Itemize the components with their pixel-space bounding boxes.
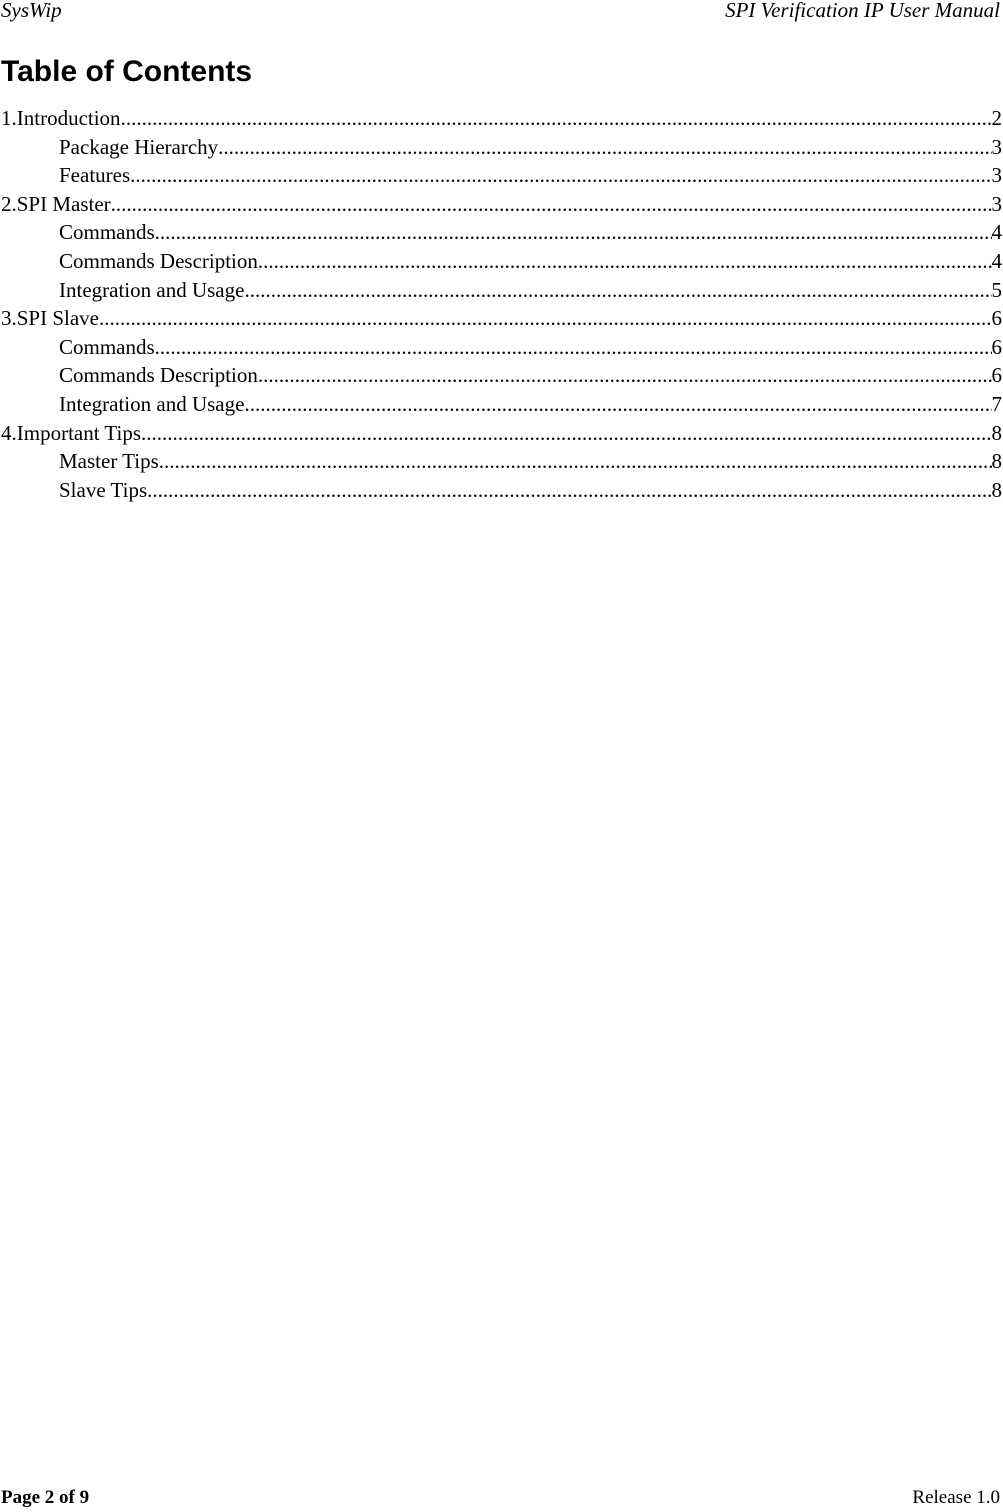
toc-entry-page[interactable]: 3 bbox=[991, 191, 1002, 216]
toc-leader-dots bbox=[141, 419, 991, 448]
table-of-contents bbox=[0, 104, 1003, 504]
toc-entry-label[interactable]: Integration and Usage bbox=[59, 277, 245, 302]
toc-entry[interactable] bbox=[0, 304, 1003, 333]
toc-leader-dots bbox=[159, 447, 992, 476]
toc-entry-label[interactable]: 2.SPI Master bbox=[1, 191, 111, 216]
toc-entry[interactable] bbox=[0, 133, 1003, 162]
toc-entry[interactable] bbox=[0, 419, 1003, 448]
toc-entry-label[interactable]: 4.Important Tips bbox=[1, 420, 142, 445]
toc-entry-label[interactable]: Commands Description bbox=[59, 248, 258, 273]
toc-title: Table of Contents bbox=[1, 55, 253, 88]
toc-entry-page[interactable]: 8 bbox=[991, 420, 1002, 445]
toc-entry-label[interactable]: Commands bbox=[59, 220, 155, 245]
toc-leader-dots bbox=[155, 333, 992, 362]
toc-entry[interactable] bbox=[0, 447, 1003, 476]
page-number: Page 2 of 9 bbox=[1, 1487, 90, 1508]
toc-entry-page[interactable]: 3 bbox=[991, 163, 1002, 188]
release-version: Release 1.0 bbox=[912, 1487, 1000, 1508]
toc-entry-page[interactable]: 3 bbox=[991, 134, 1002, 159]
toc-entry-label[interactable]: Package Hierarchy bbox=[59, 134, 219, 159]
company-name: SysWip bbox=[1, 0, 62, 22]
toc-entry[interactable] bbox=[0, 333, 1003, 362]
toc-entry-label[interactable]: Commands bbox=[59, 334, 155, 359]
toc-leader-dots bbox=[111, 190, 992, 219]
toc-entry[interactable] bbox=[0, 104, 1003, 133]
toc-entry[interactable] bbox=[0, 361, 1003, 390]
toc-entry-label[interactable]: Master Tips bbox=[59, 449, 159, 474]
toc-leader-dots bbox=[99, 304, 991, 333]
toc-entry-label[interactable]: 3.SPI Slave bbox=[1, 306, 100, 331]
toc-entry[interactable] bbox=[0, 276, 1003, 305]
toc-entry-page[interactable]: 8 bbox=[991, 449, 1002, 474]
toc-entry-page[interactable]: 4 bbox=[991, 220, 1002, 245]
toc-entry-page[interactable]: 4 bbox=[991, 248, 1002, 273]
toc-leader-dots bbox=[218, 133, 991, 162]
toc-entry-page[interactable]: 2 bbox=[991, 106, 1002, 130]
toc-entry-page[interactable]: 6 bbox=[991, 306, 1002, 331]
toc-entry[interactable] bbox=[0, 190, 1003, 219]
toc-entry-label[interactable]: Features bbox=[59, 163, 131, 188]
toc-leader-dots bbox=[258, 361, 992, 390]
toc-leader-dots bbox=[244, 276, 991, 305]
toc-entry-page[interactable]: 7 bbox=[991, 391, 1002, 416]
toc-leader-dots bbox=[258, 247, 992, 276]
toc-entry-label[interactable]: Integration and Usage bbox=[59, 391, 245, 416]
toc-entry[interactable] bbox=[0, 247, 1003, 276]
toc-entry[interactable] bbox=[0, 476, 1003, 505]
toc-entry-label[interactable]: Slave Tips bbox=[59, 477, 148, 502]
toc-entry-page[interactable]: 5 bbox=[991, 277, 1002, 302]
toc-leader-dots bbox=[130, 161, 991, 190]
toc-entry-page[interactable]: 6 bbox=[991, 334, 1002, 359]
toc-entry-page[interactable]: 6 bbox=[991, 363, 1002, 388]
page-footer bbox=[0, 1486, 1003, 1512]
page-header bbox=[0, 0, 1003, 28]
toc-entry[interactable] bbox=[0, 161, 1003, 190]
toc-leader-dots bbox=[147, 476, 991, 505]
toc-entry-page[interactable]: 8 bbox=[991, 477, 1002, 502]
toc-entry[interactable] bbox=[0, 390, 1003, 419]
toc-leader-dots bbox=[244, 390, 991, 419]
document-title: SPI Verification IP User Manual bbox=[725, 0, 1000, 22]
toc-entry-label[interactable]: 1.Introduction bbox=[1, 106, 121, 130]
toc-entry-label[interactable]: Commands Description bbox=[59, 363, 258, 388]
toc-entry[interactable] bbox=[0, 218, 1003, 247]
toc-leader-dots bbox=[121, 104, 992, 133]
toc-leader-dots bbox=[155, 218, 992, 247]
